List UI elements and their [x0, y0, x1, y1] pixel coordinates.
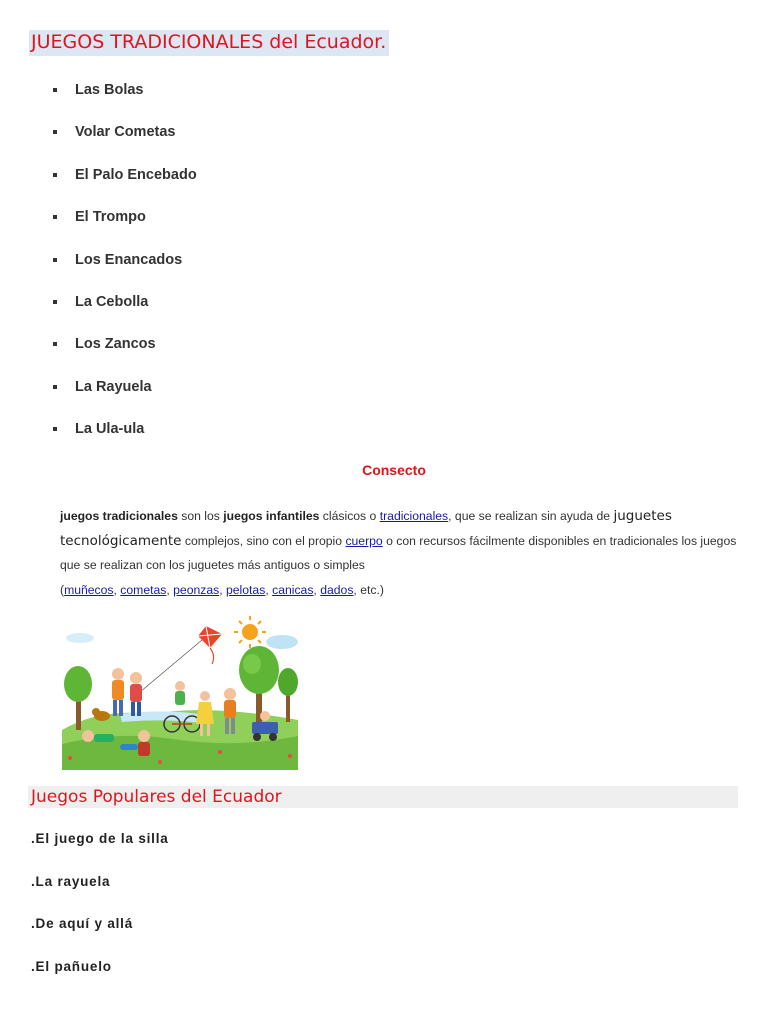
paragraph-large-text: juguetes tecnológicamente: [60, 508, 672, 549]
paragraph-text: son los: [177, 509, 224, 523]
paragraph-text: complejos, sino con el propio: [181, 533, 346, 548]
tree-icon: [278, 668, 298, 722]
square-bullet-icon: [53, 385, 57, 389]
popular-games-list: [31, 828, 169, 998]
list-item-label: El Trompo: [75, 209, 146, 226]
bold-term: juegos infantiles: [223, 509, 320, 523]
traditional-games-list: [53, 80, 197, 462]
sun-icon: [234, 616, 266, 648]
list-item-label: Las Bolas: [75, 82, 144, 98]
link-dados[interactable]: dados: [320, 582, 354, 597]
square-bullet-icon: [53, 88, 57, 92]
link-pelotas[interactable]: pelotas: [226, 582, 266, 597]
paragraph-text: (: [60, 582, 65, 597]
list-item-label: La Rayuela: [75, 378, 152, 395]
list-item-label: Los Enancados: [75, 251, 183, 268]
link-tradicionales[interactable]: tradicionales: [379, 509, 449, 523]
link-cometas[interactable]: cometas: [120, 582, 167, 597]
list-item: [53, 292, 197, 334]
list-item: [53, 122, 197, 164]
child-figure-icon: [130, 672, 142, 716]
list-item: [53, 250, 197, 292]
link-munecos[interactable]: muñecos: [64, 582, 114, 597]
section-heading: Consecto: [362, 462, 426, 478]
page-title: JUEGOS TRADICIONALES del Ecuador.: [29, 30, 389, 56]
list-item: [53, 334, 197, 376]
square-bullet-icon: [53, 342, 57, 346]
square-bullet-icon: [53, 215, 57, 219]
list-item: .De aquí y allá: [31, 916, 134, 931]
list-item: [53, 207, 197, 249]
list-item-label: El Palo Encebado: [75, 166, 197, 183]
list-item-label: La Ula-ula: [75, 421, 145, 438]
link-cuerpo[interactable]: cuerpo: [345, 533, 383, 548]
list-item: .La rayuela: [31, 873, 111, 889]
square-bullet-icon: [53, 130, 57, 134]
list-item-label: Los Zancos: [75, 336, 156, 353]
children-playing-illustration: [60, 612, 298, 770]
square-bullet-icon: [53, 173, 57, 177]
list-item: [53, 419, 197, 461]
bold-term: juegos tradicionales: [60, 509, 178, 523]
child-figure-icon: [112, 668, 124, 716]
paragraph-text: , que se realizan sin ayuda de: [448, 509, 614, 523]
paragraph-text: o con recursos fácilmente disponibles en tradicionales los juegos que se realizan con los juguetes más antiguos o simples: [60, 533, 737, 572]
list-item: [53, 377, 197, 419]
square-bullet-icon: [53, 258, 57, 262]
list-item-label: Volar Cometas: [75, 124, 176, 141]
list-item: [53, 165, 197, 207]
paragraph-text: , etc.): [353, 582, 384, 597]
link-peonzas[interactable]: peonzas: [173, 582, 220, 597]
square-bullet-icon: [53, 427, 57, 431]
popular-games-heading: Juegos Populares del Ecuador: [31, 787, 282, 807]
description-paragraph: juegos tradicionales son los juegos infantiles clásicos o tradicionales, que se realizan sin ayuda de juguetes tecnológicamente complejos, sino con el propio cuerpo o con recursos fácilmente disponibles en tradicionales los juegos que se realizan con los juguetes más antiguos o simples (muñecos, cometas, peonzas, pelotas, canicas, dados, etc.): [60, 508, 737, 597]
link-canicas[interactable]: canicas: [272, 582, 314, 597]
paragraph-text: clásicos o: [319, 509, 380, 523]
list-item-label: La Cebolla: [75, 293, 149, 310]
list-item: .El juego de la silla: [31, 831, 169, 846]
list-item: [53, 80, 197, 122]
square-bullet-icon: [53, 300, 57, 304]
list-item: .El pañuelo: [31, 958, 112, 974]
